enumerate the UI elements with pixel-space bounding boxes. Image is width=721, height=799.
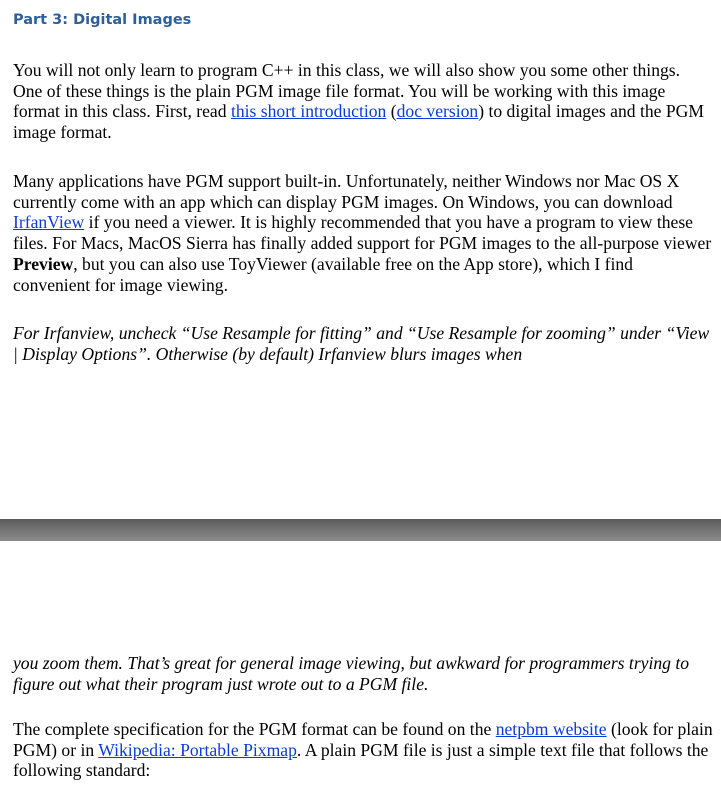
viewer-text-2: if you need a viewer. It is highly recommended that you have a program to view these files. For Macs, MacOS Sierra has finally added support for PGM images to the all-purpose viewer — [13, 212, 712, 254]
section-heading: Part 3: Digital Images — [13, 12, 192, 28]
specification-paragraph — [13, 719, 713, 781]
intro-text-3: ) to digital images and the PGM image format. — [13, 101, 704, 143]
spec-text-2: (look for plain PGM) or in — [13, 719, 713, 760]
viewer-text-1: Many applications have PGM support built-in. Unfortunately, neither Windows nor Mac OS X currently come with an app which can display PGM images. On Windows, you can download — [13, 171, 680, 212]
doc-version-link[interactable]: doc version — [396, 101, 479, 122]
viewer-text-3: , but you can also use ToyViewer (available free on the App store), which I find convenient for image viewing. — [13, 253, 633, 295]
intro-text-1: You will not only learn to program C++ in this class, we will also show you some other things. One of these things is the plain PGM image file format. You will be working with this image format in this class. First, read — [13, 60, 681, 122]
document-page-2 — [0, 541, 721, 799]
intro-text-2: ( — [386, 101, 397, 122]
preview-app-name: Preview — [13, 253, 74, 274]
irfanview-link[interactable]: IrfanView — [13, 212, 85, 233]
short-introduction-link[interactable]: this short introduction — [230, 101, 387, 122]
viewer-paragraph — [13, 171, 713, 295]
spec-text-3: . A plain PGM file is just a simple text file that follows the following standard: — [13, 739, 709, 781]
wikipedia-portable-pixmap-link[interactable]: Wikipedia: Portable Pixmap — [98, 739, 297, 760]
spec-text-1: The complete specification for the PGM format can be found on the — [13, 719, 496, 739]
irfanview-note-paragraph: For Irfanview, uncheck “Use Resample for fitting” and “Use Resample for zooming” under “View | Display Options”. Otherwise (by default) Irfanview blurs images when — [13, 323, 710, 364]
netpbm-website-link[interactable]: netpbm website — [495, 719, 607, 739]
zoom-note-paragraph: you zoom them. That’s great for general image viewing, but awkward for programmers trying to figure out what their program just wrote out to a PGM file. — [13, 653, 690, 694]
page-separator — [0, 519, 721, 541]
intro-paragraph — [13, 60, 713, 143]
